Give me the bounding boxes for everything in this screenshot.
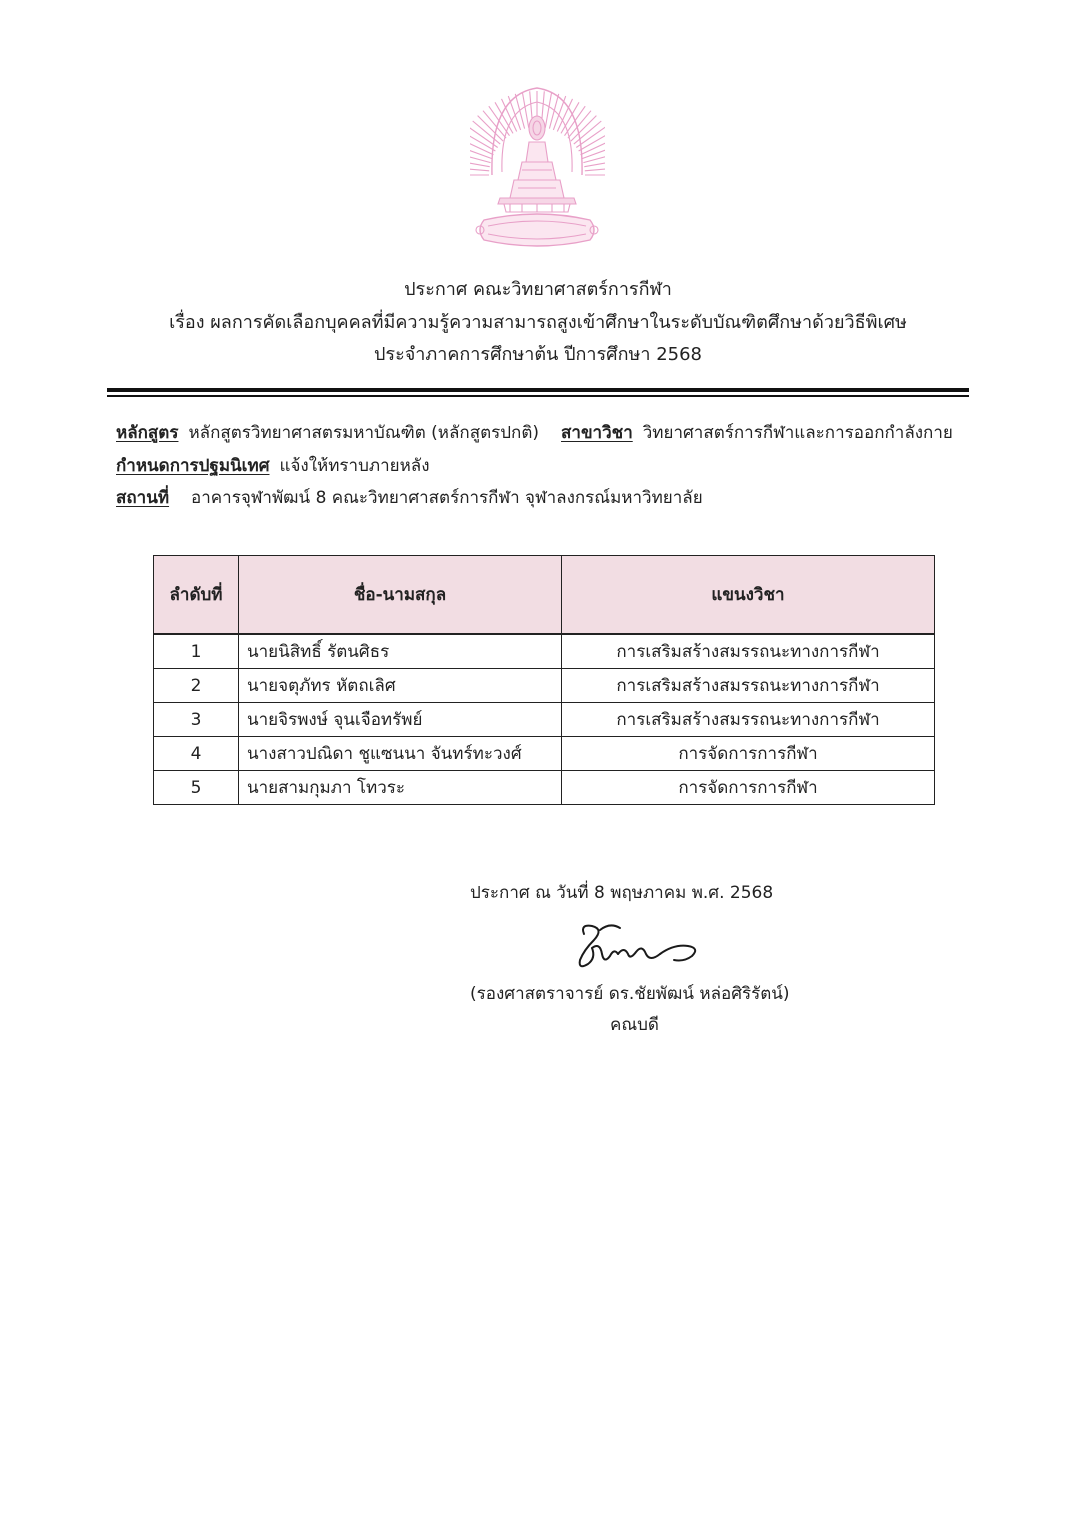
row-field: การเสริมสร้างสมรรถนะทางการกีฬา <box>562 669 935 703</box>
venue-value: อาคารจุฬาพัฒน์ 8 คณะวิทยาศาสตร์การกีฬา จุฬาลงกรณ์มหาวิทยาลัย <box>191 488 703 508</box>
orientation-info-line <box>116 455 430 477</box>
signature-icon <box>570 920 710 975</box>
row-order: 5 <box>154 771 239 805</box>
row-name: นางสาวปณิดา ชูแซนนา จันทร์ทะวงศ์ <box>239 737 562 771</box>
row-order: 1 <box>154 634 239 669</box>
row-field: การจัดการการกีฬา <box>562 771 935 805</box>
table-row <box>154 703 935 737</box>
results-table <box>153 555 935 805</box>
emblem-ray <box>470 168 489 171</box>
announcement-issuer: ประกาศ คณะวิทยาศาสตร์การกีฬา <box>404 279 672 300</box>
announcement-term: ประจำภาคการศึกษาต้น ปีการศึกษา 2568 <box>373 344 703 365</box>
field-value: วิทยาศาสตร์การกีฬาและการออกกำลังกาย <box>642 423 953 443</box>
header-divider-thick <box>107 388 969 392</box>
orientation-label: กำหนดการปฐมนิเทศ <box>116 456 270 476</box>
row-name: นายนิสิทธิ์ รัตนศิธร <box>239 634 562 669</box>
header-order: ลำดับที่ <box>154 556 239 635</box>
table-header-row <box>154 556 935 635</box>
row-order: 3 <box>154 703 239 737</box>
program-value: หลักสูตรวิทยาศาสตรมหาบัณฑิต (หลักสูตรปกติ) <box>188 423 540 443</box>
university-emblem-icon <box>470 80 605 255</box>
emblem-ray <box>470 133 495 151</box>
field-label: สาขาวิชา <box>561 423 633 443</box>
signatory-name: (รองศาสตราจารย์ ดร.ชัยพัฒน์ หล่อศิริรัตน์) <box>470 984 790 1004</box>
table-row <box>154 634 935 669</box>
emblem-ray <box>579 133 605 151</box>
row-order: 2 <box>154 669 239 703</box>
table-row <box>154 669 935 703</box>
announcement-date: ประกาศ ณ วันที่ 8 พฤษภาคม พ.ศ. 2568 <box>470 883 774 903</box>
venue-label: สถานที่ <box>116 488 170 508</box>
emblem-ray <box>585 168 605 171</box>
row-order: 4 <box>154 737 239 771</box>
signatory-position: คณบดี <box>610 1015 659 1035</box>
table-row <box>154 737 935 771</box>
row-field: การเสริมสร้างสมรรถนะทางการกีฬา <box>562 634 935 669</box>
header-divider-thin <box>107 395 969 397</box>
row-field: การเสริมสร้างสมรรถนะทางการกีฬา <box>562 703 935 737</box>
header-field: แขนงวิชา <box>562 556 935 635</box>
orientation-value: แจ้งให้ทราบภายหลัง <box>279 456 430 476</box>
row-field: การจัดการการกีฬา <box>562 737 935 771</box>
header-name: ชื่อ-นามสกุล <box>239 556 562 635</box>
table-row <box>154 771 935 805</box>
announcement-subject: เรื่อง ผลการคัดเลือกบุคคลที่มีความรู้ความสามารถสูงเข้าศึกษาในระดับบัณฑิตศึกษาด้วยวิธีพิเศษ <box>169 312 907 333</box>
venue-info-line <box>116 487 703 509</box>
row-name: นายจิรพงษ์ จุนเจือทรัพย์ <box>239 703 562 737</box>
program-label: หลักสูตร <box>116 423 179 443</box>
row-name: นายจตุภัทร หัตถเลิศ <box>239 669 562 703</box>
row-name: นายสามกุมภา โทวระ <box>239 771 562 805</box>
program-info-line <box>116 422 953 444</box>
